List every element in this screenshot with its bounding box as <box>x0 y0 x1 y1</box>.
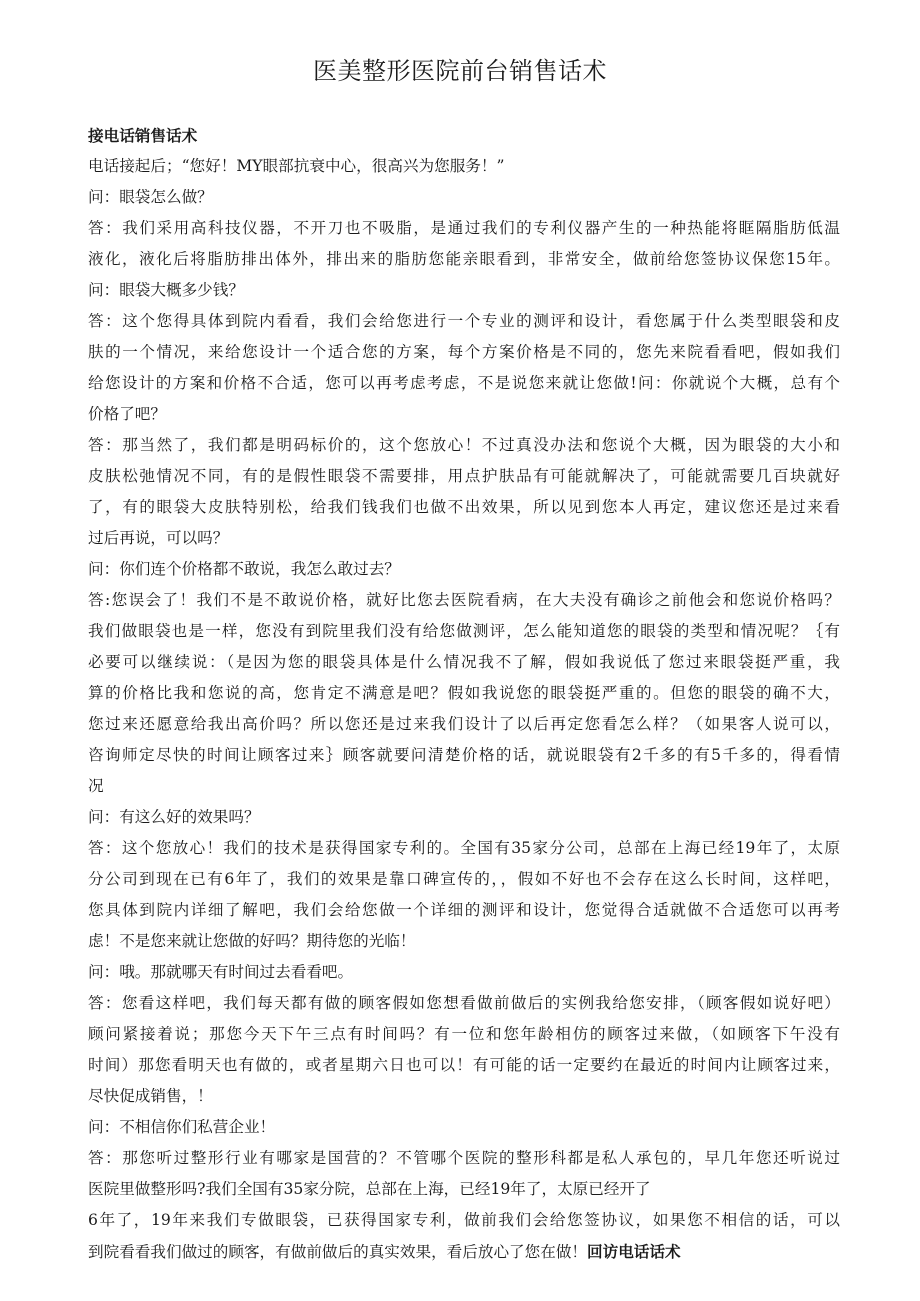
answer-line: 皮肤松弛情况不同，有的是假性眼袋不需要排，用点护肤品有可能就解决了，可能就需要几百块就好 <box>88 467 840 485</box>
answer-line: 况 <box>88 777 104 795</box>
answer-line <box>88 1236 840 1267</box>
answer-line-text: 到院看看我们做过的顾客，有做前做后的真实效果，看后放心了您在做！ <box>88 1243 588 1261</box>
answer-line: 答：您看这样吧，我们每天都有做的顾客假如您想看做前做后的实例我给您安排，（顾客假如说好吧） <box>88 994 840 1012</box>
answer-line: 时间）那您看明天也有做的，或者星期六日也可以！有可能的话一定要约在最近的时间内让顾客过来， <box>88 1056 840 1074</box>
question-line: 问：你们连个价格都不敢说，我怎么敢过去？ <box>88 560 400 578</box>
answer-line: 过后再说，可以吗？ <box>88 529 229 547</box>
answer-line: 答:您误会了！我们不是不敢说价格，就好比您去医院看病，在大夫没有确诊之前他会和您说价格吗？ <box>88 591 840 609</box>
answer-line: 咨询师定尽快的时间让顾客过来｝顾客就要问清楚价格的话，就说眼袋有2千多的有5千多的，得看情 <box>88 746 840 764</box>
question-line: 问：不相信你们私营企业！ <box>88 1118 276 1136</box>
question-line: 问：有这么好的效果吗？ <box>88 808 260 826</box>
answer-line: 尽快促成销售，！ <box>88 1087 213 1105</box>
answer-line: 医院里做整形吗?我们全国有35家分院，总部在上海，已经19年了，太原已经开了 <box>88 1180 651 1198</box>
answer-line: 答：我们采用高科技仪器，不开刀也不吸脂，是通过我们的专利仪器产生的一种热能将眶隔脂肪低温 <box>88 219 840 237</box>
answer-line: 答：这个您得具体到院内看看，我们会给您进行一个专业的测评和设计，看您属于什么类型眼袋和皮 <box>88 312 840 330</box>
question-line: 问：眼袋怎么做？ <box>88 188 213 206</box>
answer-line: 液化，液化后将脂肪排出体外，排出来的脂肪您能亲眼看到，非常安全，做前给您签协议保您15年。 <box>88 250 840 268</box>
page-title: 医美整形医院前台销售话术 <box>313 57 607 85</box>
answer-line: 给您设计的方案和价格不合适，您可以再考虑考虑，不是说您来就让您做!问：你就说个大概，总有个 <box>88 374 840 392</box>
answer-line: 肤的一个情况，来给您设计一个适合您的方案，每个方案价格是不同的，您先来院看看吧，假如我们 <box>88 343 840 361</box>
paragraph-line: 电话接起后；“您好！MY眼部抗衰中心，很高兴为您服务！” <box>88 157 505 175</box>
answer-line: 分公司到现在已有6年了，我们的效果是靠口碑宣传的，，假如不好也不会存在这么长时间，这样吧， <box>88 870 840 888</box>
section-heading: 接电话销售话术 <box>88 126 198 145</box>
answer-line: 我们做眼袋也是一样，您没有到院里我们没有给您做测评，怎么能知道您的眼袋的类型和情况呢？｛有 <box>88 622 840 640</box>
answer-line: 6年了，19年来我们专做眼袋，已获得国家专利，做前我们会给您签协议，如果您不相信的话，可以 <box>88 1211 840 1229</box>
answer-line: 必要可以继续说：（是因为您的眼袋具体是什么情况我不了解，假如我说低了您过来眼袋挺严重，我 <box>88 653 840 671</box>
answer-line: 顾问紧接着说；那您今天下午三点有时间吗？有一位和您年龄相仿的顾客过来做，（如顾客下午没有 <box>88 1025 840 1043</box>
answer-line: 答：那您听过整形行业有哪家是国营的？不管哪个医院的整形科都是私人承包的，早几年您还听说过 <box>88 1149 840 1167</box>
answer-line: 了，有的眼袋大皮肤特别松，给我们钱我们也做不出效果，所以见到您本人再定，建议您还是过来看 <box>88 498 840 516</box>
answer-line: 您过来还愿意给我出高价吗？所以您还是过来我们设计了以后再定您看怎么样？（如果客人说可以， <box>88 715 840 733</box>
document-body <box>88 120 840 1267</box>
answer-line: 算的价格比我和您说的高，您肯定不满意是吧？假如我说您的眼袋挺严重的。但您的眼袋的确不大， <box>88 684 840 702</box>
answer-line: 价格了吧？ <box>88 405 166 423</box>
answer-line: 答：这个您放心！我们的技术是获得国家专利的。全国有35家分公司，总部在上海已经19年了，太原 <box>88 839 840 857</box>
answer-line: 虑！不是您来就让您做的好吗？期待您的光临！ <box>88 932 416 950</box>
answer-line: 答：那当然了，我们都是明码标价的，这个您放心！不过真没办法和您说个大概，因为眼袋的大小和 <box>88 436 840 454</box>
question-line: 问：哦。那就哪天有时间过去看看吧。 <box>88 963 354 981</box>
question-line: 问：眼袋大概多少钱？ <box>88 281 244 299</box>
trailing-section-heading: 回访电话话术 <box>587 1242 681 1261</box>
answer-line: 您具体到院内详细了解吧，我们会给您做一个详细的测评和设计，您觉得合适就做不合适您可以再考 <box>88 901 840 919</box>
